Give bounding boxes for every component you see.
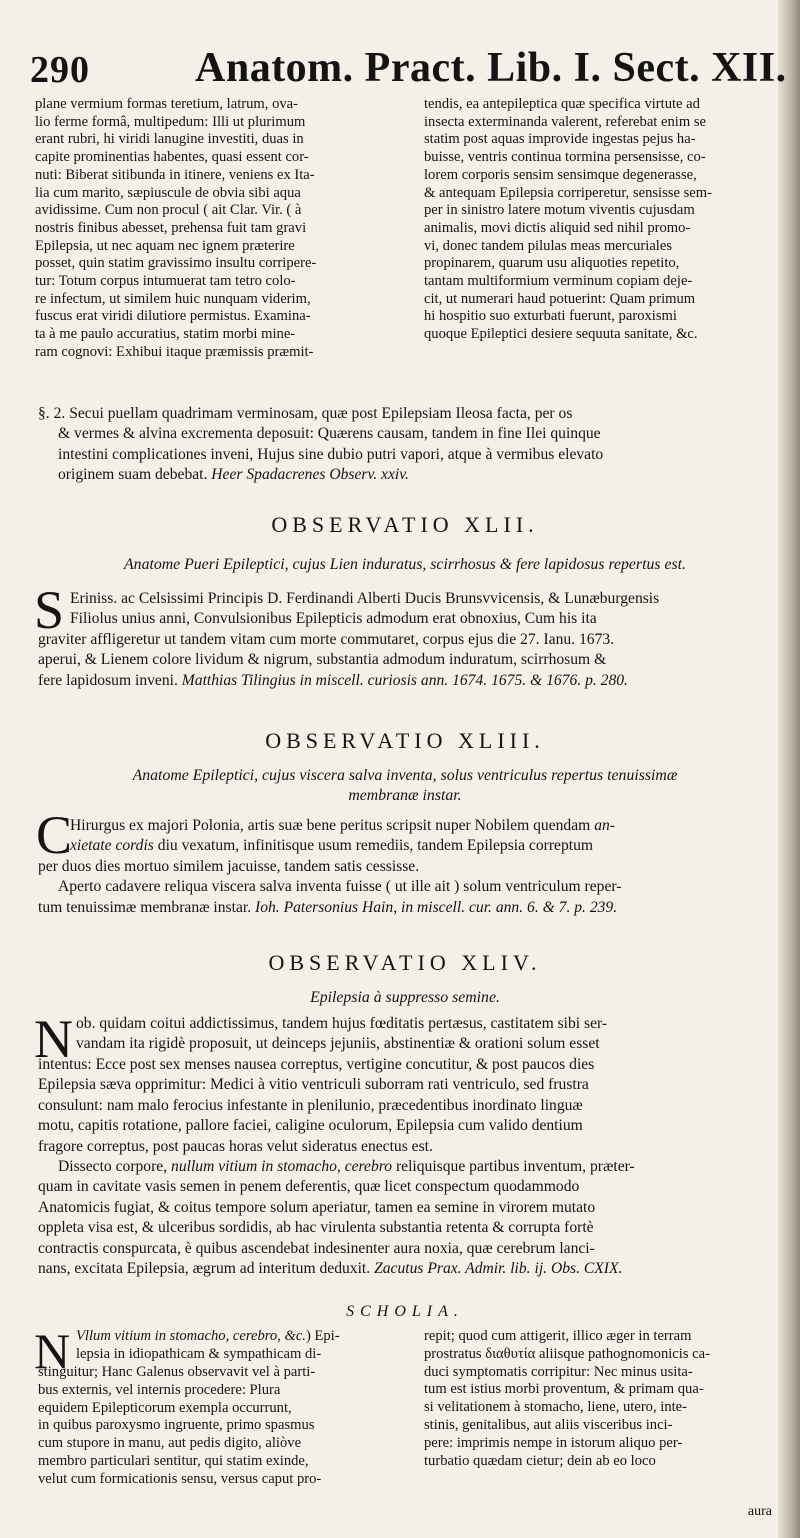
scholia-left-column-cont — [38, 1364, 410, 1489]
text-line: fuscus erat viridi dilutiore permistus. Examina- — [35, 308, 311, 325]
catchword: aura — [747, 1504, 772, 1519]
italic-text: Vllum vitium in stomacho, cerebro, &c. — [76, 1328, 306, 1344]
text-line: erant rubri, hi viridi lanugine investiti, duas in — [35, 131, 304, 148]
text-line: equidem Epilepticorum exempla occurrunt, — [38, 1399, 292, 1416]
text-line: hi hospitio suo exturbati fuerunt, paroxismi — [424, 308, 677, 325]
italic-text: xietate cordis — [70, 837, 154, 855]
running-header — [30, 44, 787, 94]
observation-44-heading: OBSERVATIO XLIV. — [268, 950, 542, 975]
text-line: Epilepsia, ut nec aquam nec ignem præterire — [35, 237, 295, 254]
text-line: tantam multiformium verminum copiam deje- — [424, 273, 693, 290]
text-line: lio ferme formâ, multipedum: Illi ut plurimum — [35, 113, 306, 130]
text-line: capite prominentias habentes, quasi essent cor- — [35, 149, 309, 166]
citation: Matthias Tilingius in miscell. curiosis ann. 1674. 1675. & 1676. p. 280. — [181, 671, 628, 689]
text-line: lia cum marito, sæpiuscule de obvia sibi aqua — [35, 184, 301, 201]
text-line: duci symptomatis corripitur: Nec minus usita- — [424, 1363, 693, 1380]
top-right-column — [424, 96, 767, 344]
text-line: & antequam Epilepsia corriperetur, sensisse sem- — [424, 184, 712, 201]
text-line — [38, 1157, 768, 1177]
binding-gutter — [778, 0, 800, 1538]
text-line: contractis conspurcata, è quibus ascendebat indesinenter aura noxia, quæ cerebrum lanci- — [38, 1239, 595, 1257]
text-line: aperui, & Lienem colore lividum & nigrum, substantia admodum induratum, scirrhosum & — [38, 651, 607, 669]
text-line — [70, 836, 768, 856]
citation: Zacutus Prax. Admir. lib. ij. Obs. CXIX. — [374, 1260, 623, 1278]
text-line: vi, donec tandem pilulas meas mercuriales — [424, 237, 673, 254]
observation-43-text — [70, 816, 768, 857]
scholia-right-column — [424, 1328, 767, 1470]
line-text: Hirurgus ex majori Polonia, artis suæ bene peritus scripsit nuper Nobilem quendam — [70, 817, 595, 834]
text-line: si velitationem à stomacho, liene, utero, inte- — [424, 1399, 688, 1416]
subtitle-line: membranæ instar. — [348, 787, 462, 804]
line-text: Dissecto corpore, — [58, 1158, 172, 1176]
top-left-column — [35, 96, 410, 362]
text-line: nostris finibus abesset, prehensa fuit tam gravi — [35, 219, 307, 236]
drop-cap: N — [34, 1323, 71, 1379]
text-line: animalis, movi dictis aliquid sed nihil promo- — [424, 219, 691, 236]
text-line: Epilepsia sæva opprimitur: Medici à vitio ventriculi suborram rati ventriculo, sed frustra — [38, 1076, 589, 1094]
text-line: ta à me paulo accuratius, statim morbi mine- — [35, 326, 296, 343]
subtitle-line: Anatome Epileptici, cujus viscera salva inventa, solus ventriculus repertus tenuissimæ — [132, 767, 678, 784]
text-line: intentus: Ecce post sex menses nausea correptus, vertigine concutitur, & post paucos dies — [38, 1056, 595, 1073]
observation-42-heading: OBSERVATIO XLII. — [271, 512, 539, 537]
text-line: per duos dies mortuo similem jacuisse, tandem satis cessisse. — [38, 858, 420, 875]
line-text: fere lapidosum inveni. — [38, 671, 182, 689]
text-line: tum est istius morbi proventum, & primam qua- — [424, 1381, 704, 1398]
line-text: diu vexatum, infinitisque usum remediis, tandem Epilepsia correptum — [153, 837, 594, 855]
text-line: Filiolus unius anni, Convulsionibus Epilepticis admodum erat obnoxius, Cum his ita — [70, 610, 597, 628]
line-text: originem suam debebat. — [58, 466, 212, 484]
text-line: prostratus διαθυτία aliisque pathognomonicis ca- — [424, 1345, 710, 1362]
observation-42-text-cont — [38, 630, 768, 691]
text-line — [38, 671, 768, 691]
text-line — [38, 1259, 768, 1279]
text-line: buisse, ventris continua tormina persensisse, co- — [424, 149, 706, 166]
text-line: quam in cavitate vasis semen in penem deferentis, quæ licet conspectum quodammodo — [38, 1178, 580, 1196]
text-line: ob. quidam coitui addictissimus, tandem hujus fœditatis pertæsus, castitatem sibi ser- — [76, 1015, 608, 1032]
text-line — [38, 465, 768, 485]
citation: Heer Spadacrenes Observ. xxiv. — [211, 466, 409, 484]
text-line: turbatio quædam cietur; dein ab eo loco — [424, 1452, 656, 1469]
text-line: consulunt: nam malo ferocius infestante in plenilunio, præcedentibus inordinato linguæ — [38, 1096, 583, 1114]
drop-cap: N — [34, 1009, 73, 1069]
text-line: & vermes & alvina excrementa deposuit: Quærens causam, tandem in fine Ilei quinque — [58, 425, 601, 443]
text-line: per in sinistro latere motum viventis cujusdam — [424, 202, 695, 219]
text-line — [38, 898, 768, 918]
text-line: membro particulari sentitur, qui statim exinde, — [38, 1452, 309, 1469]
observation-42-text — [70, 589, 768, 630]
text-line: Aperto cadavere reliqua viscera salva inventa fuisse ( ut ille ait ) solum ventriculum reper- — [58, 878, 622, 896]
text-line: re infectum, ut similem huic nunquam viderim, — [35, 290, 311, 307]
text-line: velut cum formicationis sensu, versus caput pro- — [38, 1470, 322, 1487]
text-line: ram cognovi: Exhibui itaque præmissis præmit- — [35, 343, 314, 360]
observation-42-subtitle: Anatome Pueri Epileptici, cujus Lien induratus, scirrhosus & fere lapidosus repertus est. — [124, 556, 686, 573]
text-line — [76, 1328, 410, 1346]
text-line: §. 2. Secui puellam quadrimam verminosam, quæ post Epilepsiam Ileosa facta, per os — [38, 405, 573, 422]
text-line: lepsia in idiopathicam & sympathicam di- — [76, 1345, 322, 1362]
text-line: vandam ita rigidè proposuit, ut deinceps jejuniis, abstinentiæ & orationi solum esset — [76, 1035, 600, 1053]
text-line: statim post aquas improvide ingestas pejus ha- — [424, 131, 696, 148]
text-line: intestini complicationes inveni, Hujus sine dubio putri vapori, atque à vermibus elevato — [58, 445, 604, 463]
line-text: tum tenuissimæ membranæ instar. — [38, 898, 256, 916]
text-line: insecta exterminanda valerent, referebat enim se — [424, 113, 706, 130]
text-line: oppleta visa est, & ulceribus sordidis, ab hac virulenta substantia retenta & corrupta fortè — [38, 1219, 594, 1237]
italic-text: nullum vitium in stomacho, cerebro — [171, 1158, 393, 1176]
text-line: motu, capitis rotatione, pallore faciei, caligine oculorum, Epilepsia cum valido dentium — [38, 1117, 583, 1135]
text-line: tur: Totum corpus intumuerat tam tetro colo- — [35, 273, 296, 290]
text-line: in quibus paroxysmo ingruente, primo spasmus — [38, 1417, 315, 1434]
observation-44-subtitle: Epilepsia à suppresso semine. — [310, 989, 500, 1006]
observation-43-text-cont — [38, 857, 768, 918]
text-line: quoque Epileptici desiere sequuta sanitate, &c. — [424, 326, 698, 343]
text-line: Anatomicis fugiat, & coitus tempore solum aperiatur, tamen ea semine in virorem mutato — [38, 1198, 596, 1216]
italic-text: an- — [594, 817, 615, 834]
observation-43-heading: OBSERVATIO XLIII. — [265, 728, 545, 753]
text-line: stinis, genitalibus, aut aliis visceribus inci- — [424, 1416, 673, 1433]
scholia-left-column — [76, 1328, 410, 1364]
drop-cap: S — [34, 580, 65, 640]
section-2-paragraph — [38, 404, 768, 486]
text-line: cum stupore in manu, aut pedis digito, aliòve — [38, 1435, 302, 1452]
text-line: cit, ut numerari haud potuerint: Quam primum — [424, 290, 696, 307]
scholia-heading: SCHOLIA. — [346, 1303, 464, 1320]
observation-44-text-cont — [38, 1055, 768, 1279]
text-line — [70, 816, 768, 836]
citation: Ioh. Patersonius Hain, in miscell. cur. ann. 6. & 7. p. 239. — [255, 898, 618, 916]
text-line: stinguitur; Hanc Galenus observavit vel à parti- — [38, 1364, 316, 1380]
observation-43-subtitle — [40, 766, 770, 806]
text-line: propinarem, quarum usu aliquoties repetito, — [424, 255, 680, 272]
text-line: nuti: Biberat sitibunda in itinere, veniens ex Ita- — [35, 166, 315, 183]
text-line: Eriniss. ac Celsissimi Principis D. Ferdinandi Alberti Ducis Brunsvvicensis, & Lunæburgensis — [70, 590, 660, 607]
text-line: lorem corporis sensim sensimque degenerasse, — [424, 166, 697, 183]
text-line: tendis, ea antepileptica quæ specifica virtute ad — [424, 96, 700, 112]
line-text: ) Epi- — [305, 1328, 340, 1344]
drop-cap: C — [36, 805, 73, 865]
text-line: graviter affligeretur ut tandem vitam cum morte commutaret, corpus ejus die 27. Ianu. 1673. — [38, 631, 615, 648]
text-line: posset, quin statim gravissimo insultu corripere- — [35, 255, 317, 272]
line-text: nans, excitata Epilepsia, ægrum ad interitum deduxit. — [38, 1260, 375, 1278]
text-line: avidissime. Cum non procul ( ait Clar. Vir. ( à — [35, 202, 302, 219]
text-line: plane vermium formas teretium, latrum, ova- — [35, 96, 299, 112]
text-line: repit; quod cum attigerit, illico æger in terram — [424, 1328, 692, 1344]
text-line: fragore correptus, post paucas horas velut sideratus enectus est. — [38, 1137, 433, 1155]
line-text: reliquisque partibus inventum, præter- — [392, 1158, 635, 1176]
page-number: 290 — [30, 49, 90, 91]
text-line: bus externis, vel internis procedere: Plura — [38, 1381, 281, 1398]
running-title: Anatom. Pract. Lib. I. Sect. XII. — [195, 45, 787, 91]
observation-44-text — [76, 1014, 768, 1055]
text-line: pere: imprimis nempe in istorum aliquo per- — [424, 1434, 683, 1451]
